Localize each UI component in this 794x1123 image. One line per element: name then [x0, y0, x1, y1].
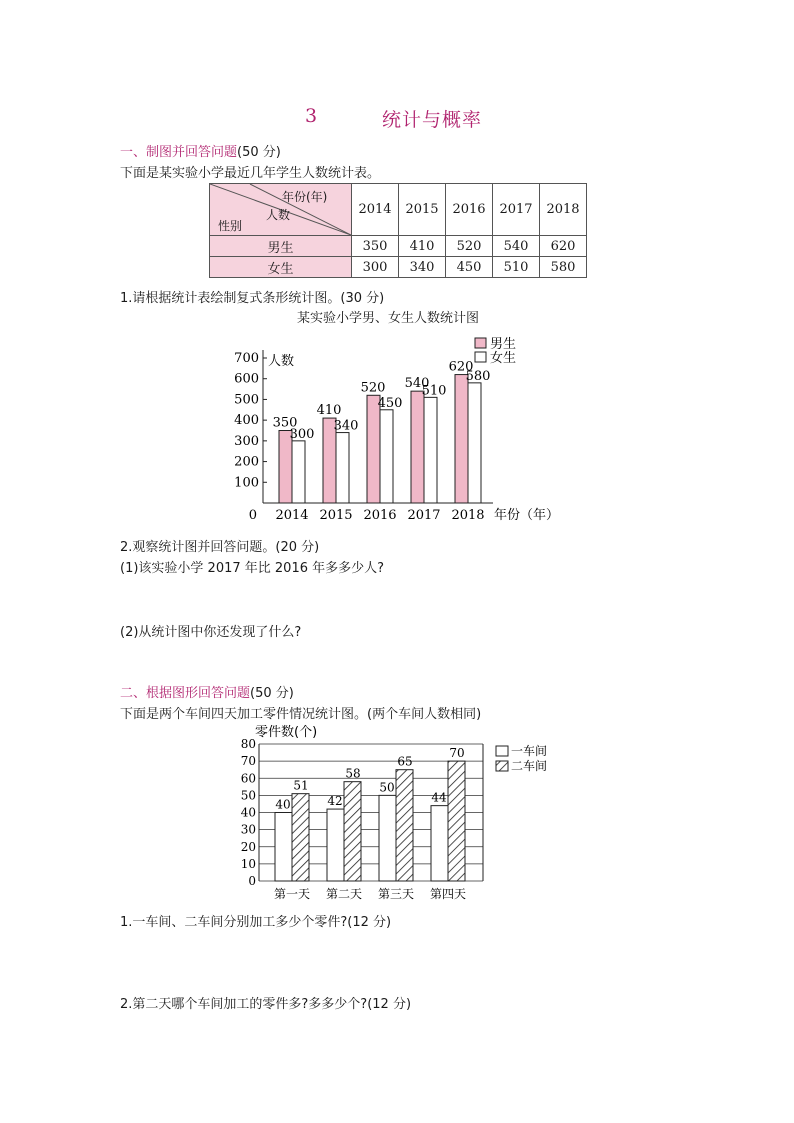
data-label-workshop2: 51	[293, 778, 309, 793]
data-label-workshop1: 40	[275, 797, 291, 812]
bar-workshop1	[379, 795, 396, 881]
table-cell: 620	[540, 236, 587, 257]
row-label-female: 女生	[210, 257, 352, 278]
y-tick-label: 600	[234, 371, 259, 387]
data-label-female: 340	[333, 418, 359, 434]
table-cell: 300	[352, 257, 399, 278]
section2-intro: 下面是两个车间四天加工零件情况统计图。(两个车间人数相同)	[120, 707, 482, 722]
section1-q2b: (2)从统计图中你还发现了什么?	[120, 625, 302, 640]
table-cell: 350	[352, 236, 399, 257]
legend-label-female: 女生	[490, 351, 517, 366]
data-label-male: 520	[360, 380, 386, 396]
year-header: 2017	[493, 184, 540, 236]
page-title	[0, 105, 794, 131]
bar-workshop2	[396, 770, 413, 881]
y-tick-label: 20	[240, 839, 256, 854]
x-tick-label: 2015	[319, 508, 353, 523]
section2-heading	[120, 682, 294, 701]
y-tick-label: 40	[240, 805, 256, 820]
data-label-female: 300	[289, 426, 315, 442]
table-row	[210, 257, 587, 278]
section1-q1: 1.请根据统计表绘制复式条形统计图。(30 分)	[120, 291, 385, 306]
bar-male	[411, 391, 424, 503]
bar-female	[424, 397, 437, 503]
data-label-workshop1: 42	[327, 794, 343, 809]
y-tick-label: 300	[234, 433, 259, 449]
data-label-male: 620	[448, 359, 474, 375]
data-label-workshop1: 44	[431, 790, 447, 805]
y-tick-label: 0	[248, 874, 256, 888]
row-label-male: 男生	[210, 236, 352, 257]
bar-workshop1	[327, 809, 344, 881]
bar-female	[292, 441, 305, 503]
chart2	[225, 722, 570, 904]
corner-count-label: 人数	[266, 208, 291, 222]
legend-label-workshop1: 一车间	[511, 744, 548, 758]
corner-year-label: 年份(年)	[282, 190, 328, 204]
y-tick-label: 100	[234, 475, 259, 491]
table-cell: 510	[493, 257, 540, 278]
year-header: 2016	[446, 184, 493, 236]
bar-female	[380, 410, 393, 503]
table-cell: 520	[446, 236, 493, 257]
data-label-female: 580	[465, 368, 491, 384]
data-label-male: 540	[404, 376, 430, 392]
y-tick-label: 60	[240, 771, 256, 786]
y-tick-label: 500	[234, 392, 259, 408]
x-tick-label: 第四天	[429, 887, 467, 901]
y-tick-label: 80	[240, 737, 256, 751]
bar-male	[367, 395, 380, 503]
section2-points: (50 分)	[250, 686, 294, 701]
section1-points: (50 分)	[237, 145, 281, 160]
bar-workshop1	[431, 806, 448, 881]
bar-workshop2	[292, 794, 309, 881]
chart1	[225, 330, 570, 525]
section1-q2: 2.观察统计图并回答问题。(20 分)	[120, 540, 320, 555]
y-tick-label: 70	[240, 754, 256, 769]
y-tick-label: 200	[234, 454, 259, 470]
section2-q1: 1.一车间、二车间分别加工多少个零件?(12 分)	[120, 915, 392, 930]
table-row	[210, 236, 587, 257]
year-header: 2014	[352, 184, 399, 236]
bar-female	[336, 433, 349, 503]
y-axis-title: 零件数(个)	[255, 725, 318, 740]
data-label-male: 410	[316, 403, 342, 419]
title-text: 统计与概率	[382, 109, 483, 131]
legend-label-workshop2: 二车间	[511, 759, 548, 773]
table-cell: 580	[540, 257, 587, 278]
table-cell: 340	[399, 257, 446, 278]
x-tick-label: 第三天	[377, 887, 415, 901]
bar-workshop2	[344, 782, 361, 881]
legend-swatch-male	[475, 338, 486, 348]
x-tick-label: 2018	[451, 508, 485, 523]
year-header: 2018	[540, 184, 587, 236]
x-axis-title: 年份（年）	[494, 508, 560, 523]
data-label-female: 510	[421, 383, 447, 399]
origin-label: 0	[248, 508, 257, 523]
x-tick-label: 2016	[363, 508, 397, 523]
corner-gender-label: 性别	[218, 219, 243, 233]
x-tick-label: 第一天	[273, 887, 311, 901]
bar-male	[455, 375, 468, 503]
y-tick-label: 50	[240, 788, 256, 803]
y-tick-label: 400	[234, 413, 259, 429]
section2-heading-text: 二、根据图形回答问题	[120, 686, 251, 701]
bar-workshop2	[448, 761, 465, 881]
bar-workshop1	[275, 813, 292, 882]
data-label-workshop2: 65	[397, 754, 413, 769]
legend-swatch-female	[475, 352, 486, 362]
section1-heading	[120, 141, 281, 160]
y-axis-title: 人数	[268, 354, 295, 369]
table-cell: 410	[399, 236, 446, 257]
table-cell: 450	[446, 257, 493, 278]
y-tick-label: 700	[234, 351, 259, 366]
chart1-title: 某实验小学男、女生人数统计图	[297, 311, 480, 326]
section2-q2: 2.第二天哪个车间加工的零件多?多多少个?(12 分)	[120, 997, 412, 1012]
table-corner-cell	[210, 184, 352, 236]
y-tick-label: 10	[240, 856, 256, 871]
x-tick-label: 第二天	[325, 887, 363, 901]
table-cell: 540	[493, 236, 540, 257]
x-tick-label: 2014	[275, 508, 309, 523]
section1-heading-text: 一、制图并回答问题	[120, 145, 238, 160]
title-number: 3	[305, 105, 318, 127]
data-label-workshop1: 50	[379, 780, 395, 795]
legend-swatch-workshop1	[496, 746, 508, 756]
data-label-male: 350	[272, 415, 298, 431]
section1-intro: 下面是某实验小学最近几年学生人数统计表。	[120, 166, 381, 181]
bar-female	[468, 383, 481, 503]
x-tick-label: 2017	[407, 508, 441, 523]
legend-swatch-workshop2	[496, 761, 508, 771]
data-label-workshop2: 70	[449, 746, 465, 761]
data-label-workshop2: 58	[345, 766, 361, 781]
y-tick-label: 30	[240, 822, 256, 837]
year-header: 2015	[399, 184, 446, 236]
student-count-table	[209, 183, 587, 278]
legend-label-male: 男生	[490, 337, 517, 352]
data-label-female: 450	[377, 395, 403, 411]
table-header-row	[210, 184, 587, 236]
section1-q2a: (1)该实验小学 2017 年比 2016 年多多少人?	[120, 561, 385, 576]
